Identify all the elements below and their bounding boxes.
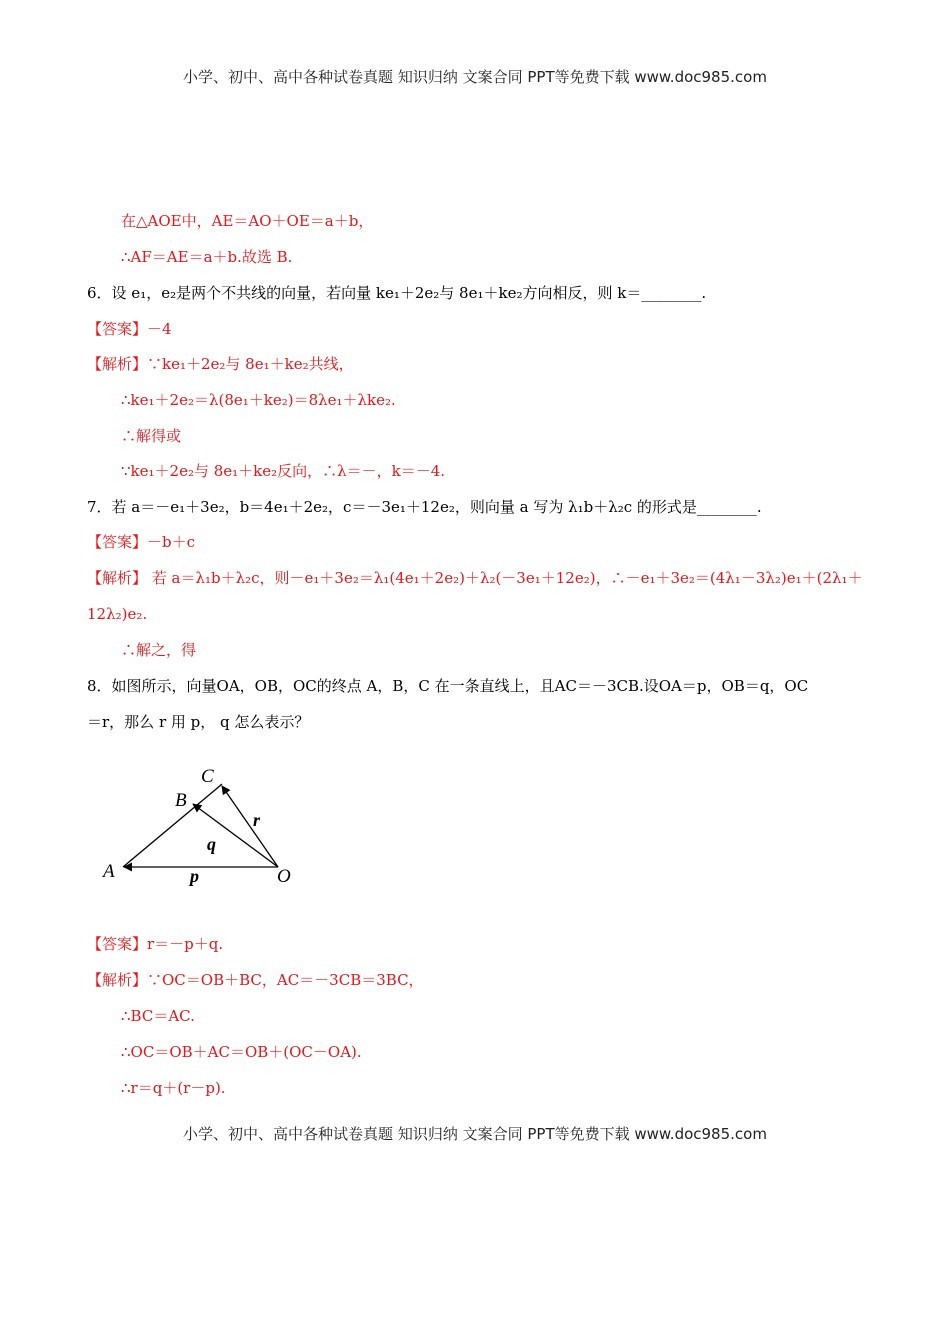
point-o-label: O xyxy=(277,866,291,887)
answer-6: 【答案】－4 xyxy=(87,320,172,338)
text-line: 12λ₂)e₂. xyxy=(87,605,148,623)
text-line: ∴OC＝OB＋AC＝OB＋(OC－OA). xyxy=(121,1043,362,1061)
text-line: ∵ke₁＋2e₂与 8e₁＋ke₂反向，∴λ＝－，k＝－4. xyxy=(121,462,446,480)
vector-r-label: r xyxy=(253,810,261,830)
vector-r-arrow xyxy=(222,786,278,867)
text-line: 在△AOE中，AE＝AO＋OE＝a＋b， xyxy=(121,212,374,230)
question-6: 6．设 e₁，e₂是两个不共线的向量，若向量 ke₁＋2e₂与 8e₁＋ke₂方向相反，则 k＝________. xyxy=(87,284,707,302)
point-a-label: A xyxy=(103,861,115,882)
answer-8: 【答案】r＝－p＋q. xyxy=(87,935,224,953)
vector-q-arrow xyxy=(193,804,278,867)
line-bc xyxy=(215,784,222,790)
page-header: 小学、初中、高中各种试卷真题 知识归纳 文案合同 PPT等免费下载 www.doc985.com xyxy=(183,68,767,86)
vector-p-label: p xyxy=(190,866,199,886)
question-7: 7．若 a＝－e₁＋3e₂，b＝4e₁＋2e₂，c＝－3e₁＋12e₂，则向量 a 写为 λ₁b＋λ₂c 的形式是________. xyxy=(87,498,762,516)
text-line: ∴ke₁＋2e₂＝λ(8e₁＋ke₂)＝8λe₁＋λke₂. xyxy=(121,391,396,409)
analysis-6: 【解析】∵ke₁＋2e₂与 8e₁＋ke₂共线， xyxy=(87,355,354,373)
answer-7: 【答案】－b＋c xyxy=(87,533,196,551)
text-line: ∴BC＝AC. xyxy=(121,1007,195,1025)
text-line: ∴AF＝AE＝a＋b.故选 B. xyxy=(121,248,293,266)
text-line: ∴解得或 xyxy=(121,427,182,445)
text-line: ∴r＝q＋(r－p). xyxy=(121,1079,226,1097)
vector-q-label: q xyxy=(207,834,216,854)
line-ab xyxy=(123,790,215,867)
analysis-7: 【解析】 若 a＝λ₁b＋λ₂c，则－e₁＋3e₂＝λ₁(4e₁＋2e₂)＋λ₂(－3e₁＋12e₂)，∴－e₁＋3e₂＝(4λ₁－3λ₂)e₁＋(2λ₁＋ xyxy=(87,569,863,587)
text-line: ∴解之，得 xyxy=(121,641,197,659)
page-footer: 小学、初中、高中各种试卷真题 知识归纳 文案合同 PPT等免费下载 www.doc985.com xyxy=(183,1125,767,1143)
text-line: ＝r，那么 r 用 p， q 怎么表示？ xyxy=(87,713,310,731)
point-b-label: B xyxy=(175,790,187,811)
analysis-8: 【解析】∵OC＝OB＋BC，AC＝－3CB＝3BC， xyxy=(87,971,424,989)
point-c-label: C xyxy=(201,766,214,787)
vector-figure xyxy=(95,760,305,890)
question-8: 8．如图所示，向量OA，OB，OC的终点 A，B，C 在一条直线上，且AC＝－3CB.设OA＝p，OB＝q，OC xyxy=(87,677,809,695)
